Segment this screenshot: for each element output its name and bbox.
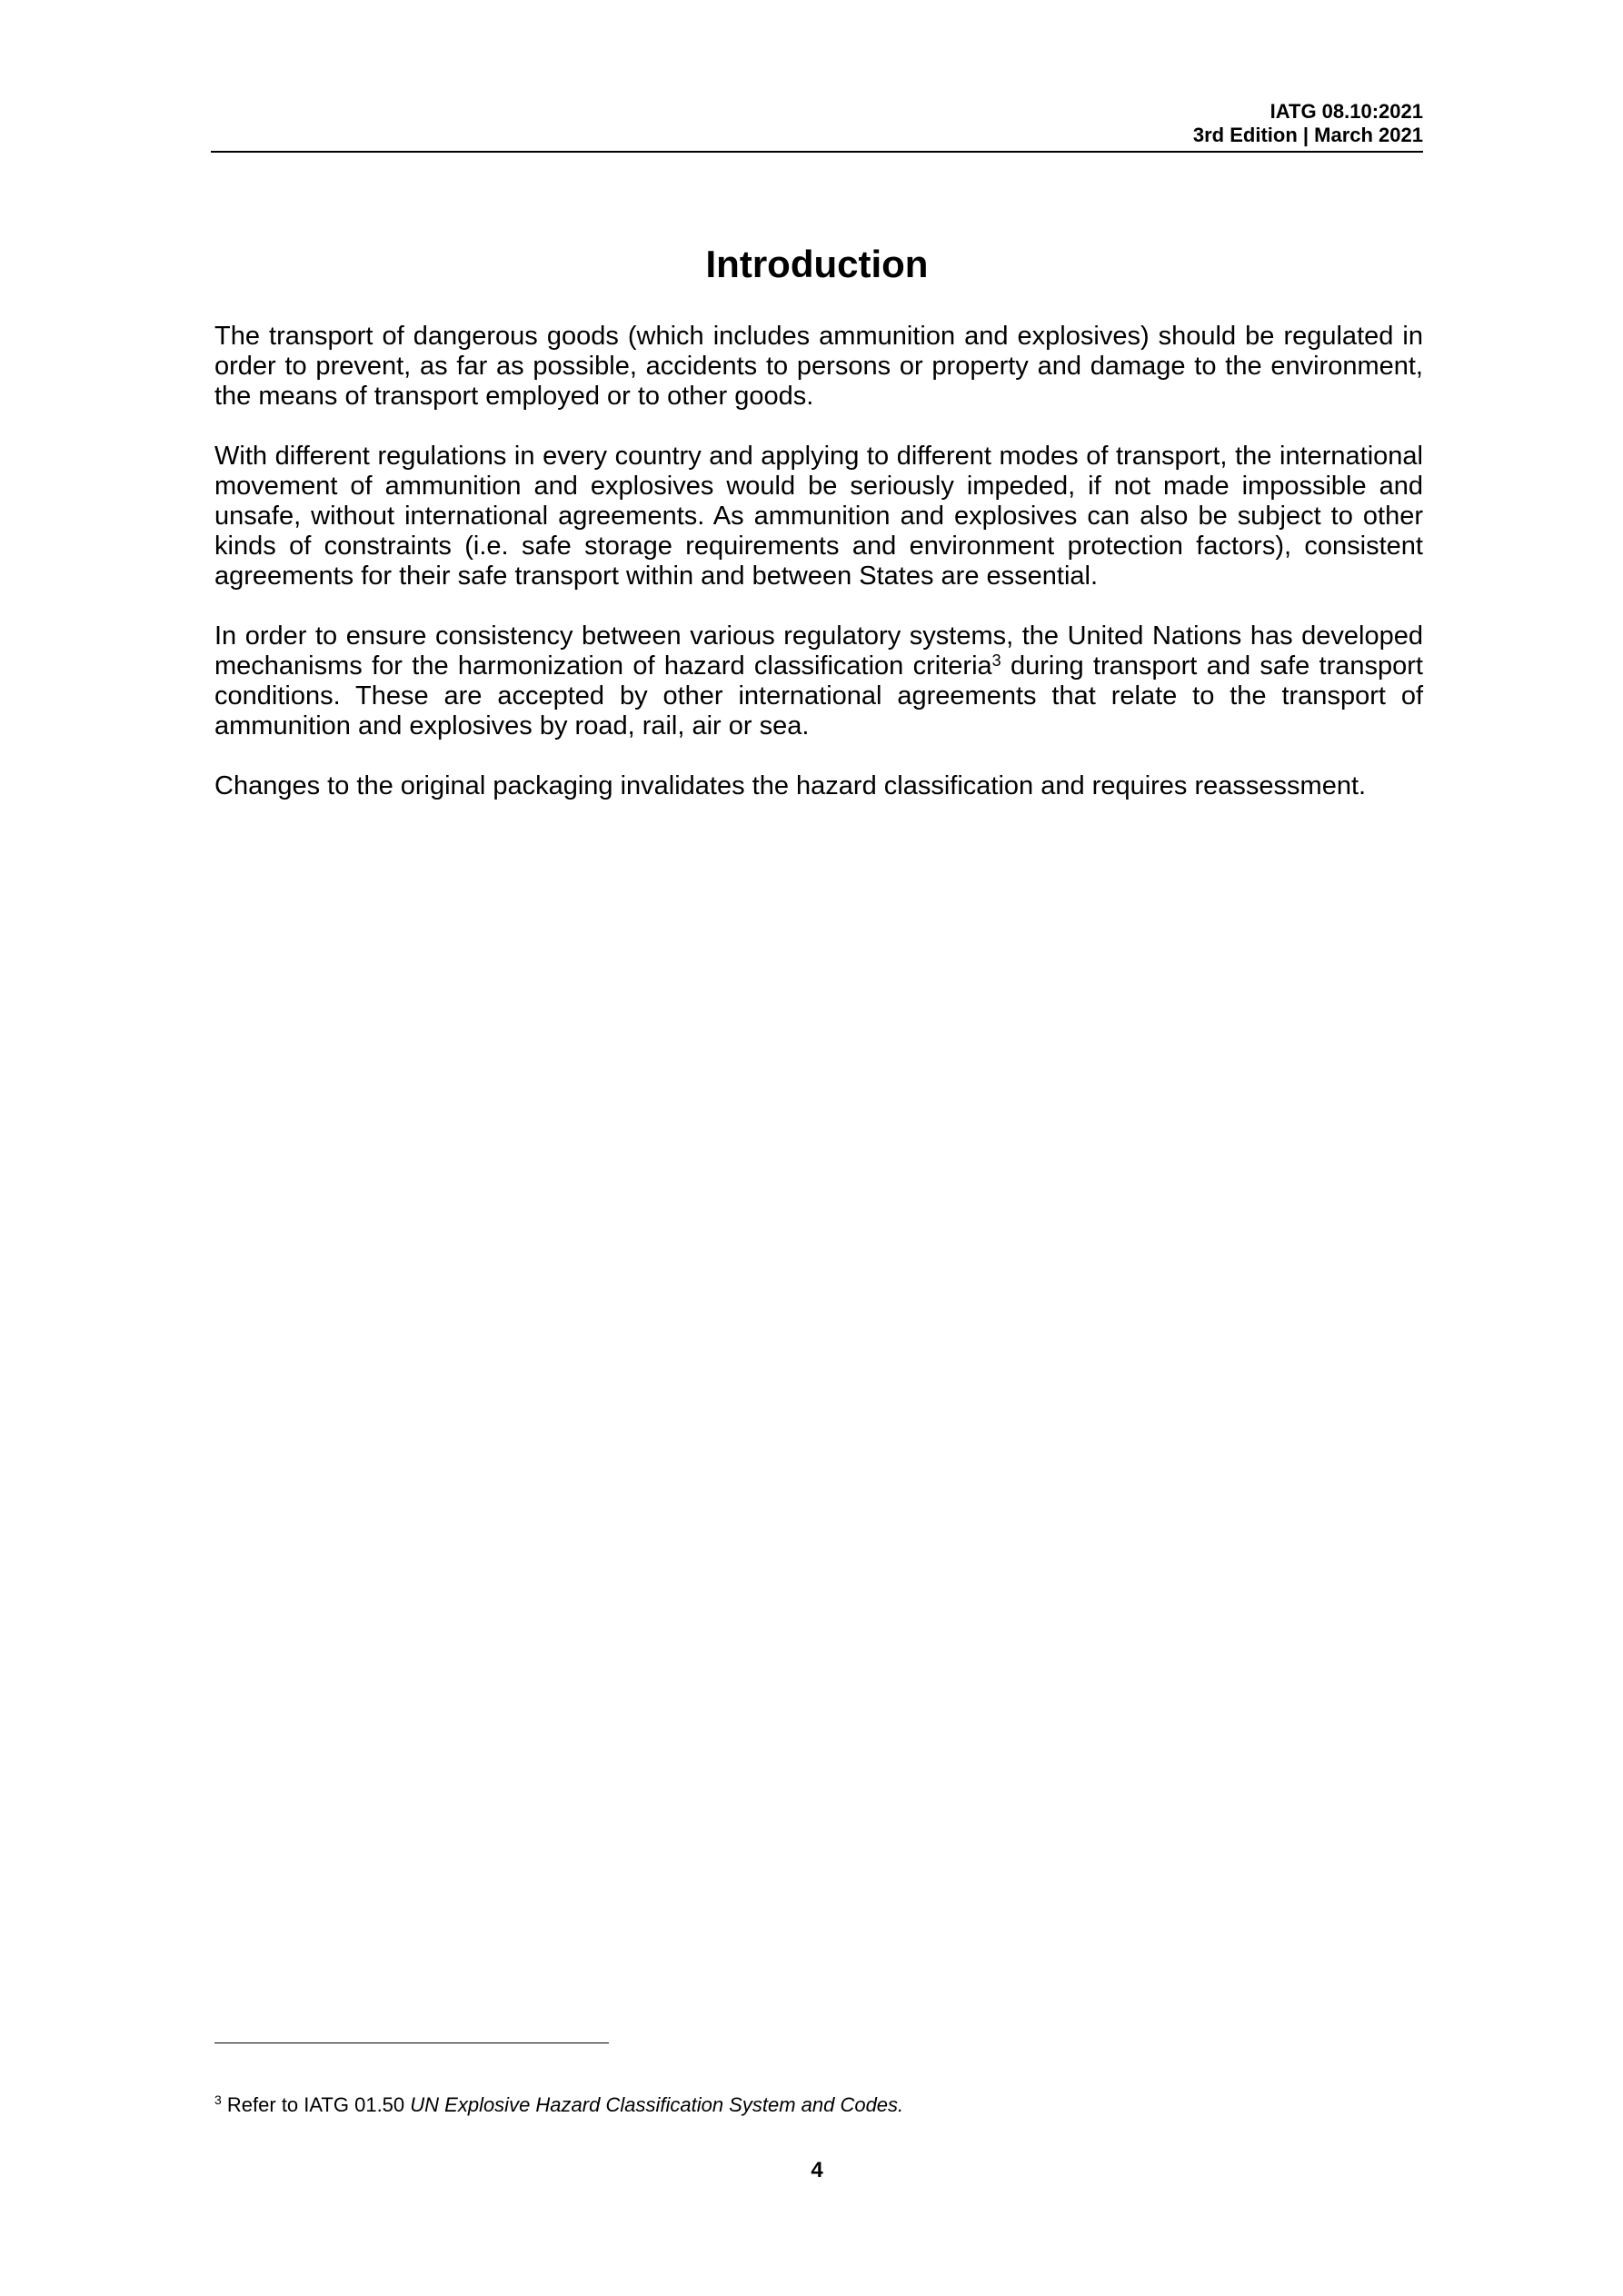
paragraph-3 <box>214 621 1423 741</box>
page-number: 4 <box>811 2158 823 2182</box>
paragraph-3-start: In order to ensure consistency between various regulatory systems, the United Nations has developed mechanisms for the harmonization of hazard classification criteria <box>214 621 1423 681</box>
paragraph-2: With different regulations in every country and applying to different modes of transport, the international movement of ammunition and explosives would be seriously impeded, if not made impossible and unsafe, without international agreements. As ammunition and explosives can also be subject to other kinds of constraints (i.e. safe storage requirements and environment protection factors), consistent agreements for their safe transport within and between States are essential. <box>214 442 1423 591</box>
footnote <box>214 2093 903 2117</box>
paragraph-4: Changes to the original packaging invalidates the hazard classification and requires reassessment. <box>214 771 1367 800</box>
header-document-id: IATG 08.10:2021 <box>1270 100 1423 123</box>
paragraph-3-end: during transport and safe transport conditions. These are accepted by other international agreements that relate to the transport of ammunition and explosives by road, rail, air or sea. <box>214 651 1423 740</box>
section-title: Introduction <box>705 243 929 285</box>
header-divider <box>211 151 1423 153</box>
footnote-cited-title: UN Explosive Hazard Classification System and Codes. <box>410 2093 904 2116</box>
footnote-reference[interactable]: 3 <box>991 651 1001 670</box>
footnote-text: Refer to IATG 01.50 <box>221 2093 411 2116</box>
paragraph-1: The transport of dangerous goods (which includes ammunition and explosives) should be regulated in order to prevent, as far as possible, accidents to persons or property and damage to the environment, the means of transport employed or to other goods. <box>214 322 1423 411</box>
header-edition: 3rd Edition | March 2021 <box>1192 124 1423 146</box>
running-header <box>211 100 1423 147</box>
body-text <box>214 322 1423 831</box>
footnote-marker: 3 <box>214 2092 222 2107</box>
